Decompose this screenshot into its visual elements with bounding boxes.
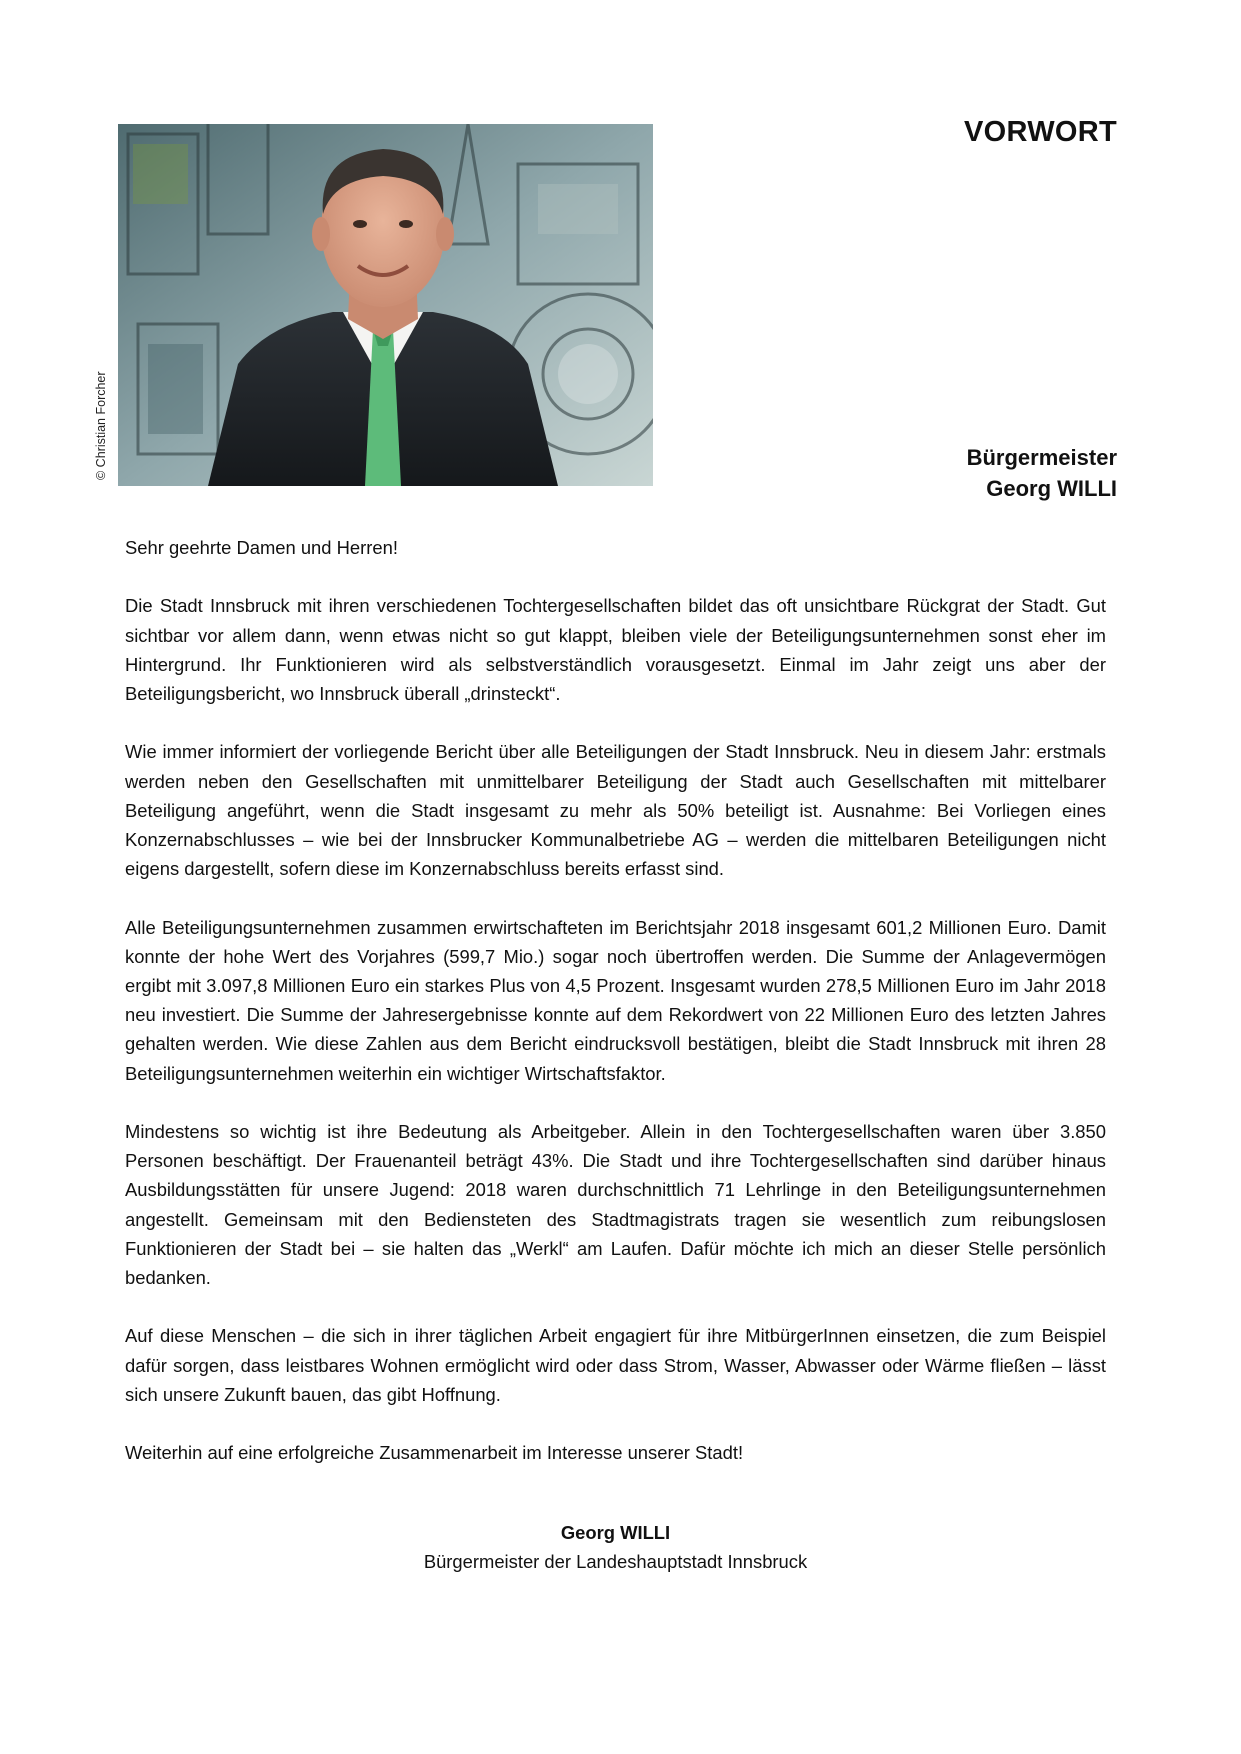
paragraph-3: Alle Beteiligungsunternehmen zusammen erwirtschafteten im Berichtsjahr 2018 insgesamt 601,2 Millionen Euro. Damit konnte der hohe Wert des Vorjahres (599,7 Mio.) sogar noch übertroffen werden. Die Summe der Anlagevermögen ergibt mit 3.097,8 Millionen Euro ein starkes Plus von 4,5 Prozent. Insgesamt wurden 278,5 Millionen Euro im Jahr 2018 neu investiert. Die Summe der Jahresergebnisse konnte auf dem Rekordwert von 22 Millionen Euro des letzten Jahres gehalten werden. Wie diese Zahlen aus dem Bericht eindrucksvoll bestätigen, bleibt die Stadt Innsbruck mit ihren 28 Beteiligungsunternehmen weiterhin ein wichtiger Wirtschaftsfaktor. <box>125 916 1106 1084</box>
paragraph-6: Weiterhin auf eine erfolgreiche Zusammenarbeit im Interesse unserer Stadt! <box>125 1442 744 1464</box>
author-name: Georg WILLI <box>986 476 1117 501</box>
paragraph-1: Die Stadt Innsbruck mit ihren verschiedenen Tochtergesellschaften bildet das oft unsichtbare Rückgrat der Stadt. Gut sichtbar vor allem dann, wenn etwas nicht so gut klappt, bleiben viele der Beteiligungsunternehmen sonst eher im Hintergrund. Ihr Funktionieren wird als selbstverständlich vorausgesetzt. Einmal im Jahr zeigt uns aber der Beteiligungsbericht, wo Innsbruck überall „drinsteckt“. <box>125 595 1106 704</box>
paragraph-5: Auf diese Menschen – die sich in ihrer täglichen Arbeit engagiert für ihre MitbürgerInnen einsetzen, die zum Beispiel dafür sorgen, dass leistbares Wohnen ermöglicht wird oder dass Strom, Wasser, Abwasser oder Wärme fließen – lässt sich unsere Zukunft bauen, das gibt Hoffnung. <box>125 1325 1106 1405</box>
closing-name: Georg WILLI <box>560 1522 671 1543</box>
author-role: Bürgermeister <box>966 445 1117 470</box>
photo-credit: © Christian Forcher <box>94 371 108 480</box>
letter-body <box>125 533 1106 1497</box>
paragraph-2: Wie immer informiert der vorliegende Bericht über alle Beteiligungen der Stadt Innsbruck. Neu in diesem Jahr: erstmals werden neben den Gesellschaften mit unmittelbarer Beteiligung der Stadt auch Gesellschaften mit mittelbarer Beteiligung angeführt, wenn die Stadt insgesamt zu mehr als 50% beteiligt ist. Ausnahme: Bei Vorliegen eines Konzernabschlusses – wie bei der Innsbrucker Kommunalbetriebe AG – werden die mittelbaren Beteiligungen nicht eigens dargestellt, sofern diese im Konzernabschluss bereits erfasst sind. <box>125 741 1106 880</box>
mayor-portrait-photo <box>118 124 653 486</box>
closing-signature <box>0 1518 1231 1576</box>
paragraph-4: Mindestens so wichtig ist ihre Bedeutung als Arbeitgeber. Allein in den Tochtergesellschaften waren über 3.850 Personen beschäftigt. Der Frauenanteil beträgt 43%. Die Stadt und ihre Tochtergesellschaften sind darüber hinaus Ausbildungsstätten für unsere Jugend: 2018 waren durchschnittlich 71 Lehrlinge in den Beteiligungsunternehmen angestellt. Gemeinsam mit den Bediensteten des Stadtmagistrats tragen sie wesentlich zum reibungslosen Funktionieren der Stadt bei – sie halten das „Werkl“ am Laufen. Dafür möchte ich mich an dieser Stelle persönlich bedanken. <box>125 1121 1106 1289</box>
salutation: Sehr geehrte Damen und Herren! <box>125 537 398 558</box>
closing-title: Bürgermeister der Landeshauptstadt Innsbruck <box>423 1551 808 1572</box>
author-signature-block <box>967 442 1117 504</box>
person-portrait-icon <box>118 124 653 486</box>
page-title: VORWORT <box>963 116 1117 148</box>
